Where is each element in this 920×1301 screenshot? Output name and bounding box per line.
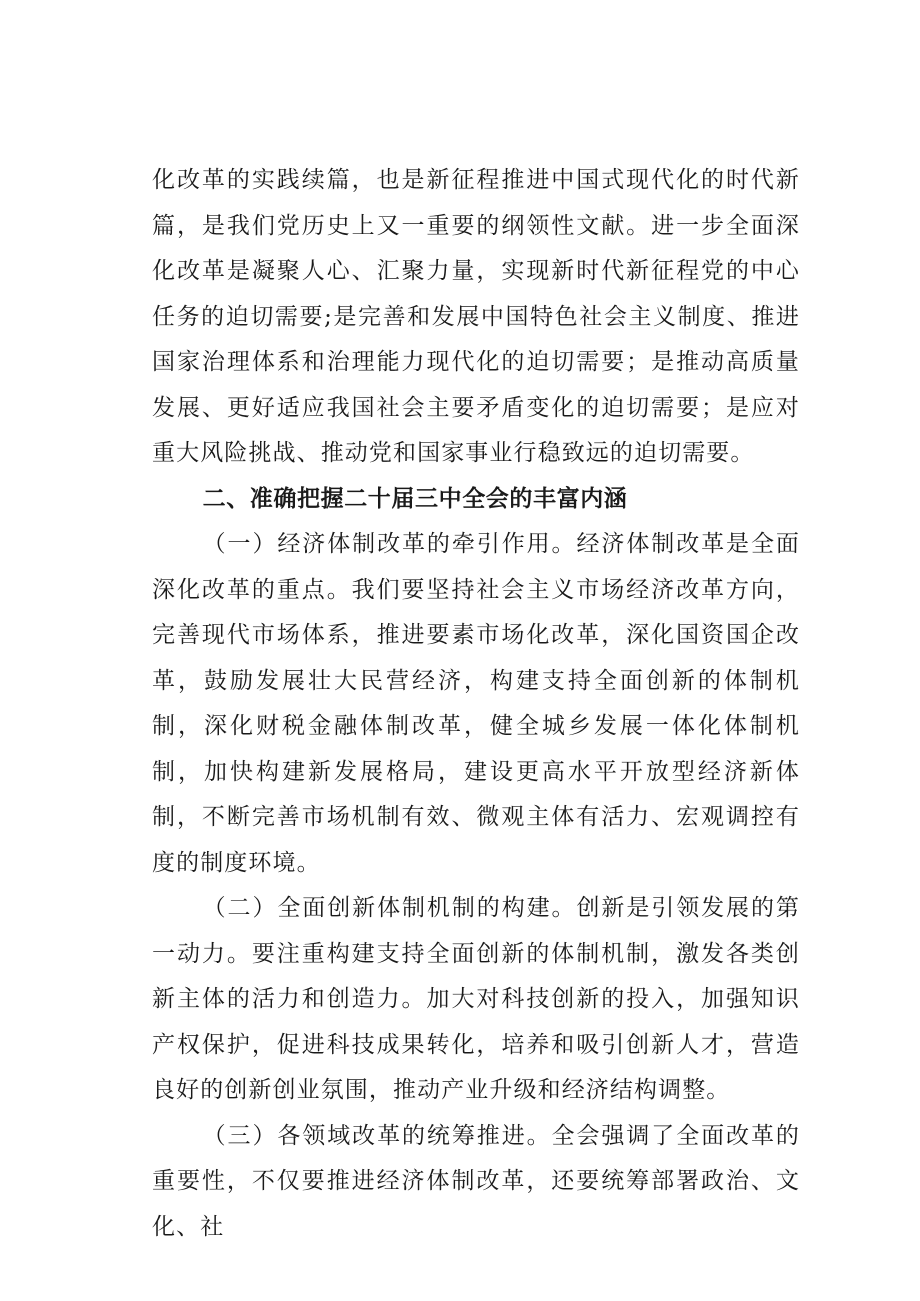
document-body [152, 158, 800, 1250]
paragraph-coordinated-reform: （三）各领域改革的统筹推进。全会强调了全面改革的重要性，不仅要推进经济体制改革，还要统筹部署政治、文化、社 [152, 1122, 800, 1240]
paragraph-economic-reform: （一）经济体制改革的牵引作用。经济体制改革是全面深化改革的重点。我们要坚持社会主义市场经济改革方向，完善现代市场体系，推进要素市场化改革，深化国资国企改革，鼓励发展壮大民营经济，构建支持全面创新的体制机制，深化财税金融体制改革，健全城乡发展一体化体制机制，加快构建新发展格局，建设更高水平开放型经济新体制，不断完善市场机制有效、微观主体有活力、宏观调控有度的制度环境。 [152, 531, 800, 876]
section-heading: 二、准确把握二十届三中全会的丰富内涵 [202, 485, 628, 512]
paragraph-continuation: 化改革的实践续篇，也是新征程推进中国式现代化的时代新篇，是我们党历史上又一重要的纲领性文献。进一步全面深化改革是凝聚人心、汇聚力量，实现新时代新征程党的中心任务的迫切需要;是完善和发展中国特色社会主义制度、推进国家治理体系和治理能力现代化的迫切需要；是推动高质量发展、更好适应我国社会主要矛盾变化的迫切需要；是应对重大风险挑战、推动党和国家事业行稳致远的迫切需要。 [152, 167, 800, 466]
paragraph-innovation-mechanism: （二）全面创新体制机制的构建。创新是引领发展的第一动力。要注重构建支持全面创新的体制机制，激发各类创新主体的活力和创造力。加大对科技创新的投入，加强知识产权保护，促进科技成果转化，培养和吸引创新人才，营造良好的创新创业氛围，推动产业升级和经济结构调整。 [152, 895, 800, 1103]
